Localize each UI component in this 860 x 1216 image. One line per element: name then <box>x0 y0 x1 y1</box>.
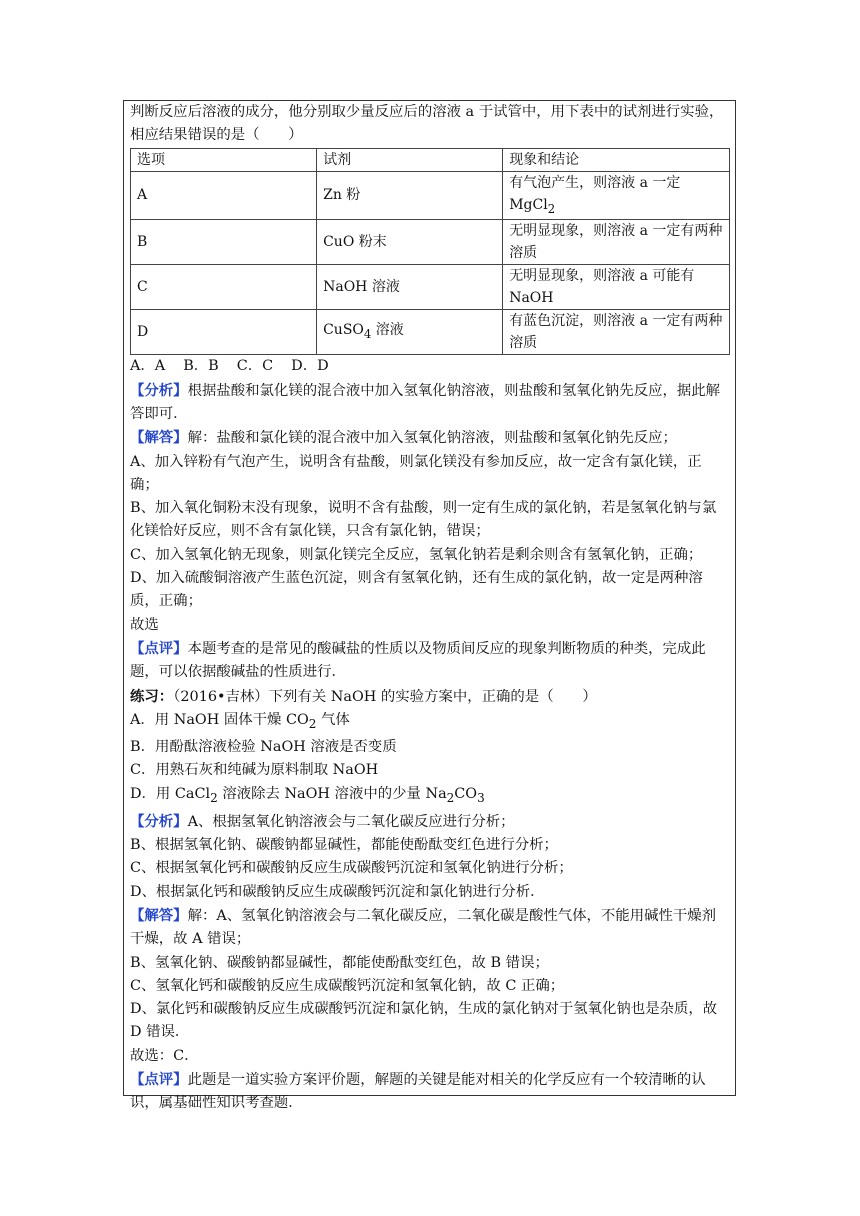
analysis-tag: 【分析】 <box>130 812 188 830</box>
cell-option: B <box>131 220 317 265</box>
table-row <box>131 265 730 310</box>
q1-answer-b: B、加入氧化铜粉末没有现象，说明不含有盐酸，则一定有生成的氯化钠，若是氢氧化钠与氯化镁恰好反应，则不含有氯化镁，只含有氯化钠，错误； <box>130 500 717 540</box>
q1-comment: 【点评】本题考查的是常见的酸碱盐的性质以及物质间反应的现象判断物质的种类，完成此题，可以依据酸碱盐的性质进行． <box>130 639 706 681</box>
table-row <box>131 171 730 220</box>
q2-answer-a: 【解答】解：A、氢氧化钠溶液会与二氧化碳反应，二氧化碳是酸性气体，不能用碱性干燥剂干燥，故 A 错误； <box>130 906 717 948</box>
header-option: 选项 <box>131 148 317 171</box>
q1-answer-d: D、加入硫酸铜溶液产生蓝色沉淀，则含有氢氧化钠，还有生成的氯化钠，故一定是两种溶质，正确； <box>130 570 703 610</box>
q1-answer-c: C、加入氢氧化钠无现象，则氯化镁完全反应，氢氧化钠若是剩余则含有氢氧化钠，正确； <box>130 546 703 563</box>
table-header-row <box>131 148 730 171</box>
cell-option: D <box>131 310 317 355</box>
exercise-label: 练习： <box>130 687 174 705</box>
q2-analysis-d: D、根据氯化钙和碳酸钠反应生成碳酸钙沉淀和氯化钠进行分析． <box>130 883 545 900</box>
answer-tag: 【解答】 <box>130 906 188 924</box>
q2-answer-c: C、氢氧化钙和碳酸钠反应生成碳酸钙沉淀和氢氧化钠，故 C 正确； <box>130 977 565 994</box>
answer-tag: 【解答】 <box>130 429 188 447</box>
cell-result: 无明显现象，则溶液 a 一定有两种溶质 <box>503 220 730 265</box>
option-a: A．A <box>130 358 166 375</box>
analysis-tag: 【分析】 <box>130 381 188 399</box>
header-result: 现象和结论 <box>503 148 730 171</box>
table-row <box>131 220 730 265</box>
cell-reagent: CuO 粉末 <box>317 220 503 265</box>
q2-option-a: A．用 NaOH 固体干燥 $CO_2$ 气体 <box>130 711 350 731</box>
option-c: C．C <box>236 358 274 375</box>
table-row <box>131 310 730 355</box>
header-reagent: 试剂 <box>317 148 503 171</box>
cell-reagent: CuSO$_4$ 溶液 <box>317 310 503 355</box>
answer-options <box>130 355 730 378</box>
q1-answer-a: A、加入锌粉有气泡产生，说明含有盐酸，则氯化镁没有参加反应，故一定含有氯化镁，正确； <box>130 453 702 493</box>
cell-result: 有气泡产生，则溶液 a 一定 MgCl$_2$ <box>503 171 730 220</box>
q2-answer-b: B、氢氧化钠、碳酸钠都显碱性，都能使酚酞变红色，故 B 错误； <box>130 954 549 971</box>
intro-line-2: 相应结果错误的是（ ） <box>130 127 303 144</box>
document-body <box>130 101 730 1116</box>
cell-result: 有蓝色沉淀，则溶液 a 一定有两种溶质 <box>503 310 730 355</box>
q2-analysis-b: B、根据氢氧化钠、碳酸钠都显碱性，都能使酚酞变红色进行分析； <box>130 837 558 854</box>
cell-reagent: Zn 粉 <box>317 171 503 220</box>
q2-comment: 【点评】此题是一道实验方案评价题，解题的关键是能对相关的化学反应有一个较清晰的认识，属基础性知识考查题． <box>130 1071 706 1112</box>
q2-option-b: B．用酚酞溶液检验 NaOH 溶液是否变质 <box>130 739 397 756</box>
q2-answer-d: D、氯化钙和碳酸钠反应生成碳酸钙沉淀和氯化钠，生成的氯化钠对于氢氧化钠也是杂质，故 D 错误． <box>130 1001 718 1041</box>
q1-choose: 故选 <box>130 616 159 633</box>
comment-tag: 【点评】 <box>130 639 188 657</box>
option-d: D．D <box>291 358 329 375</box>
q1-answer-intro: 【解答】解：盐酸和氯化镁的混合液中加入氢氧化钠溶液，则盐酸和氢氧化钠先反应； <box>130 429 677 447</box>
q2-option-c: C．用熟石灰和纯碱为原料制取 NaOH <box>130 762 379 779</box>
cell-result: 无明显现象，则溶液 a 可能有 NaOH <box>503 265 730 310</box>
cell-reagent: NaOH 溶液 <box>317 265 503 310</box>
intro-line-1: 判断反应后溶液的成分，他分别取少量反应后的溶液 a 于试管中，用下表中的试剂进行实验， <box>130 104 724 120</box>
cell-option: C <box>131 265 317 310</box>
comment-tag: 【点评】 <box>130 1071 188 1089</box>
q2-option-d: D．用 CaCl$_2$ 溶液除去 NaOH 溶液中的少量 $Na_2CO_3$ <box>130 785 485 805</box>
option-b: B．B <box>183 358 219 375</box>
q2-stem: 练习：（2016•吉林）下列有关 NaOH 的实验方案中，正确的是（ ） <box>130 687 597 705</box>
q2-analysis-a: 【分析】A、根据氢氧化钠溶液会与二氧化碳反应进行分析； <box>130 812 515 830</box>
cell-option: A <box>131 171 317 220</box>
q2-analysis-c: C、根据氢氧化钙和碳酸钠反应生成碳酸钙沉淀和氢氧化钠进行分析； <box>130 860 573 877</box>
q2-choose: 故选：C． <box>130 1047 199 1064</box>
reagent-table <box>130 148 730 356</box>
q1-analysis: 【分析】根据盐酸和氯化镁的混合液中加入氢氧化钠溶液，则盐酸和氢氧化钠先反应，据此解答即可． <box>130 381 721 422</box>
